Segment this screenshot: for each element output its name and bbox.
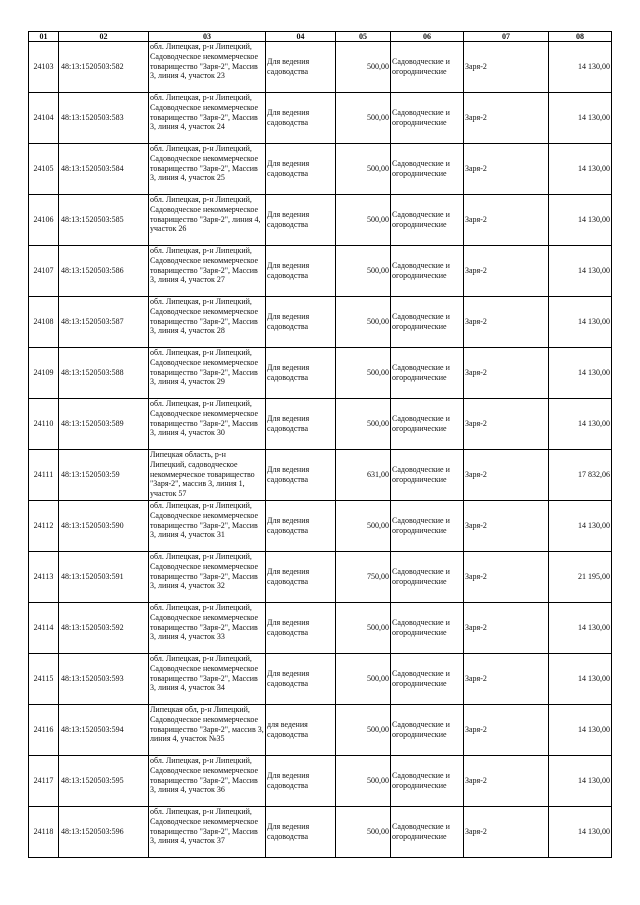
plot-address-text: обл. Липецкая, р-н Липецкий, Садоводческое некоммерческое товарищество "Заря-2", Массив 3, линия 4, участок 25	[150, 144, 259, 183]
partnership-name: Заря-2	[464, 93, 549, 144]
cadastral-number: 48:13:1520503:591	[59, 552, 149, 603]
plot-address-text: обл. Липецкая, р-н Липецкий, Садоводческое некоммерческое товарищество "Заря-2", Массив 3, линия 4, участок 37	[150, 807, 259, 846]
cadastral-value: 14 130,00	[549, 144, 612, 195]
table-row	[29, 450, 612, 501]
permitted-use: Для ведения садоводства	[266, 297, 336, 348]
column-header-06: 06	[391, 32, 464, 42]
permitted-use: Для ведения садоводства	[266, 144, 336, 195]
plot-area: 500,00	[336, 654, 391, 705]
cadastral-value: 14 130,00	[549, 246, 612, 297]
cadastral-number: 48:13:1520503:589	[59, 399, 149, 450]
row-number: 24103	[29, 42, 59, 93]
table-row	[29, 348, 612, 399]
cadastral-number: 48:13:1520503:596	[59, 807, 149, 858]
table-row	[29, 399, 612, 450]
column-header-02: 02	[59, 32, 149, 42]
permitted-use: Для ведения садоводства	[266, 603, 336, 654]
table-row	[29, 756, 612, 807]
cadastral-value: 14 130,00	[549, 654, 612, 705]
plot-area: 500,00	[336, 501, 391, 552]
column-header-07: 07	[464, 32, 549, 42]
table-row	[29, 552, 612, 603]
land-category: Садоводческие и огороднические	[391, 705, 464, 756]
land-category: Садоводческие и огороднические	[391, 348, 464, 399]
row-number: 24115	[29, 654, 59, 705]
plot-area: 500,00	[336, 297, 391, 348]
cadastral-value: 14 130,00	[549, 195, 612, 246]
partnership-name: Заря-2	[464, 297, 549, 348]
plot-area: 750,00	[336, 552, 391, 603]
land-category: Садоводческие и огороднические	[391, 807, 464, 858]
table-header-row	[29, 32, 612, 42]
plot-address-text: обл. Липецкая, р-н Липецкий, Садоводческое некоммерческое товарищество "Заря-2", Массив 3, линия 4, участок 29	[150, 348, 259, 387]
cadastral-number: 48:13:1520503:584	[59, 144, 149, 195]
plot-address-text: обл. Липецкая, р-н Липецкий, Садоводческое некоммерческое товарищество "Заря-2", Массив 3, линия 4, участок 36	[150, 756, 259, 795]
land-category: Садоводческие и огороднические	[391, 42, 464, 93]
row-number: 24108	[29, 297, 59, 348]
cadastral-value: 17 832,06	[549, 450, 612, 501]
plot-address-text: обл. Липецкая, р-н Липецкий, Садоводческое некоммерческое товарищество "Заря-2", Массив 3, линия 4, участок 24	[150, 93, 259, 132]
partnership-name: Заря-2	[464, 756, 549, 807]
table-row	[29, 705, 612, 756]
plot-address-text: обл. Липецкая, р-н Липецкий, Садоводческое некоммерческое товарищество "Заря-2", Массив 3, линия 4, участок 28	[150, 297, 259, 336]
plot-address-text: Липецкая область, р-н Липецкий, садоводческое некоммерческое товарищество "Заря-2", массив 3, линия 1, участок 57	[150, 450, 255, 499]
plot-address	[149, 552, 266, 603]
permitted-use: Для ведения садоводства	[266, 195, 336, 246]
partnership-name: Заря-2	[464, 603, 549, 654]
row-number: 24118	[29, 807, 59, 858]
table-row	[29, 93, 612, 144]
plot-address-text: обл. Липецкая, р-н Липецкий, Садоводческое некоммерческое товарищество "Заря-2", Массив 3, линия 4, участок 30	[150, 399, 259, 438]
plot-area: 500,00	[336, 144, 391, 195]
cadastral-number: 48:13:1520503:587	[59, 297, 149, 348]
plot-address	[149, 501, 266, 552]
row-number: 24106	[29, 195, 59, 246]
column-header-05: 05	[336, 32, 391, 42]
table-row	[29, 603, 612, 654]
land-category: Садоводческие и огороднические	[391, 501, 464, 552]
column-header-08: 08	[549, 32, 612, 42]
plot-area: 500,00	[336, 348, 391, 399]
cadastral-value: 14 130,00	[549, 501, 612, 552]
partnership-name: Заря-2	[464, 705, 549, 756]
table-row	[29, 144, 612, 195]
cadastral-value: 14 130,00	[549, 399, 612, 450]
row-number: 24111	[29, 450, 59, 501]
permitted-use: Для ведения садоводства	[266, 807, 336, 858]
column-header-03: 03	[149, 32, 266, 42]
cadastral-value: 14 130,00	[549, 297, 612, 348]
partnership-name: Заря-2	[464, 501, 549, 552]
row-number: 24109	[29, 348, 59, 399]
plot-area: 500,00	[336, 246, 391, 297]
cadastral-number: 48:13:1520503:583	[59, 93, 149, 144]
cadastral-value: 14 130,00	[549, 756, 612, 807]
plot-area: 631,00	[336, 450, 391, 501]
permitted-use: Для ведения садоводства	[266, 348, 336, 399]
row-number: 24116	[29, 705, 59, 756]
plot-area: 500,00	[336, 756, 391, 807]
plot-address	[149, 348, 266, 399]
cadastral-number: 48:13:1520503:593	[59, 654, 149, 705]
partnership-name: Заря-2	[464, 42, 549, 93]
cadastral-value: 14 130,00	[549, 348, 612, 399]
plot-area: 500,00	[336, 42, 391, 93]
row-number: 24114	[29, 603, 59, 654]
cadastral-number: 48:13:1520503:595	[59, 756, 149, 807]
plot-address	[149, 603, 266, 654]
permitted-use: Для ведения садоводства	[266, 42, 336, 93]
cadastral-number: 48:13:1520503:590	[59, 501, 149, 552]
plot-address	[149, 42, 266, 93]
table-row	[29, 654, 612, 705]
partnership-name: Заря-2	[464, 195, 549, 246]
table-row	[29, 297, 612, 348]
row-number: 24107	[29, 246, 59, 297]
table-row	[29, 195, 612, 246]
plot-address-text: обл. Липецкая, р-н Липецкий, Садоводческое некоммерческое товарищество "Заря-2", Массив 3, линия 4, участок 34	[150, 654, 259, 693]
row-number: 24112	[29, 501, 59, 552]
column-header-04: 04	[266, 32, 336, 42]
land-plots-table	[28, 31, 612, 858]
plot-area: 500,00	[336, 705, 391, 756]
plot-area: 500,00	[336, 603, 391, 654]
plot-address	[149, 450, 266, 501]
partnership-name: Заря-2	[464, 348, 549, 399]
cadastral-value: 14 130,00	[549, 807, 612, 858]
cadastral-number: 48:13:1520503:586	[59, 246, 149, 297]
cadastral-value: 21 195,00	[549, 552, 612, 603]
cadastral-number: 48:13:1520503:588	[59, 348, 149, 399]
plot-address-text: обл. Липецкая, р-н Липецкий, Садоводческое некоммерческое товарищество "Заря-2", Массив 3, линия 4, участок 33	[150, 603, 259, 642]
cadastral-number: 48:13:1520503:585	[59, 195, 149, 246]
plot-area: 500,00	[336, 195, 391, 246]
plot-address	[149, 807, 266, 858]
partnership-name: Заря-2	[464, 654, 549, 705]
permitted-use: Для ведения садоводства	[266, 501, 336, 552]
permitted-use: Для ведения садоводства	[266, 552, 336, 603]
land-category: Садоводческие и огороднические	[391, 144, 464, 195]
plot-address	[149, 144, 266, 195]
table-row	[29, 246, 612, 297]
partnership-name: Заря-2	[464, 552, 549, 603]
partnership-name: Заря-2	[464, 450, 549, 501]
land-category: Садоводческие и огороднические	[391, 399, 464, 450]
row-number: 24110	[29, 399, 59, 450]
permitted-use: Для ведения садоводства	[266, 399, 336, 450]
land-category: Садоводческие и огороднические	[391, 246, 464, 297]
land-category: Садоводческие и огороднические	[391, 297, 464, 348]
plot-area: 500,00	[336, 807, 391, 858]
plot-address	[149, 756, 266, 807]
cadastral-value: 14 130,00	[549, 603, 612, 654]
permitted-use: Для ведения садоводства	[266, 450, 336, 501]
plot-area: 500,00	[336, 399, 391, 450]
cadastral-value: 14 130,00	[549, 93, 612, 144]
permitted-use: Для ведения садоводства	[266, 756, 336, 807]
cadastral-number: 48:13:1520503:582	[59, 42, 149, 93]
plot-address-text: Липецкая обл, р-н Липецкий, Садоводческое некоммерческое товарищество "Заря-2", массив 3, линия 4, участок №35	[150, 705, 264, 744]
cadastral-number: 48:13:1520503:592	[59, 603, 149, 654]
plot-address-text: обл. Липецкая, р-н Липецкий, Садоводческое некоммерческое товарищество "Заря-2", Массив 3, линия 4, участок 23	[150, 42, 259, 81]
permitted-use: для ведения садоводства	[266, 705, 336, 756]
plot-address-text: обл. Липецкая, р-н Липецкий, Садоводческое некоммерческое товарищество "Заря-2", Массив 3, линия 4, участок 31	[150, 501, 259, 540]
permitted-use: Для ведения садоводства	[266, 654, 336, 705]
partnership-name: Заря-2	[464, 807, 549, 858]
land-category: Садоводческие и огороднические	[391, 552, 464, 603]
plot-address-text: обл. Липецкая, р-н Липецкий, Садоводческое некоммерческое товарищество "Заря-2", Массив 3, линия 4, участок 32	[150, 552, 259, 591]
cadastral-value: 14 130,00	[549, 705, 612, 756]
permitted-use: Для ведения садоводства	[266, 246, 336, 297]
plot-area: 500,00	[336, 93, 391, 144]
row-number: 24113	[29, 552, 59, 603]
plot-address	[149, 399, 266, 450]
column-header-01: 01	[29, 32, 59, 42]
plot-address	[149, 654, 266, 705]
land-category: Садоводческие и огороднические	[391, 450, 464, 501]
plot-address-text: обл. Липецкая, р-н Липецкий, Садоводческое некоммерческое товарищество "Заря-2", линия 4, участок 26	[150, 195, 261, 234]
partnership-name: Заря-2	[464, 246, 549, 297]
land-category: Садоводческие и огороднические	[391, 654, 464, 705]
cadastral-value: 14 130,00	[549, 42, 612, 93]
table-row	[29, 501, 612, 552]
row-number: 24117	[29, 756, 59, 807]
cadastral-number: 48:13:1520503:59	[59, 450, 149, 501]
table-body	[29, 42, 612, 858]
land-category: Садоводческие и огороднические	[391, 756, 464, 807]
partnership-name: Заря-2	[464, 399, 549, 450]
land-category: Садоводческие и огороднические	[391, 195, 464, 246]
land-category: Садоводческие и огороднические	[391, 603, 464, 654]
plot-address	[149, 246, 266, 297]
table-row	[29, 42, 612, 93]
plot-address	[149, 297, 266, 348]
plot-address	[149, 705, 266, 756]
row-number: 24105	[29, 144, 59, 195]
table-row	[29, 807, 612, 858]
partnership-name: Заря-2	[464, 144, 549, 195]
row-number: 24104	[29, 93, 59, 144]
land-category: Садоводческие и огороднические	[391, 93, 464, 144]
cadastral-number: 48:13:1520503:594	[59, 705, 149, 756]
plot-address-text: обл. Липецкая, р-н Липецкий, Садоводческое некоммерческое товарищество "Заря-2", Массив 3, линия 4, участок 27	[150, 246, 259, 285]
permitted-use: Для ведения садоводства	[266, 93, 336, 144]
plot-address	[149, 93, 266, 144]
plot-address	[149, 195, 266, 246]
